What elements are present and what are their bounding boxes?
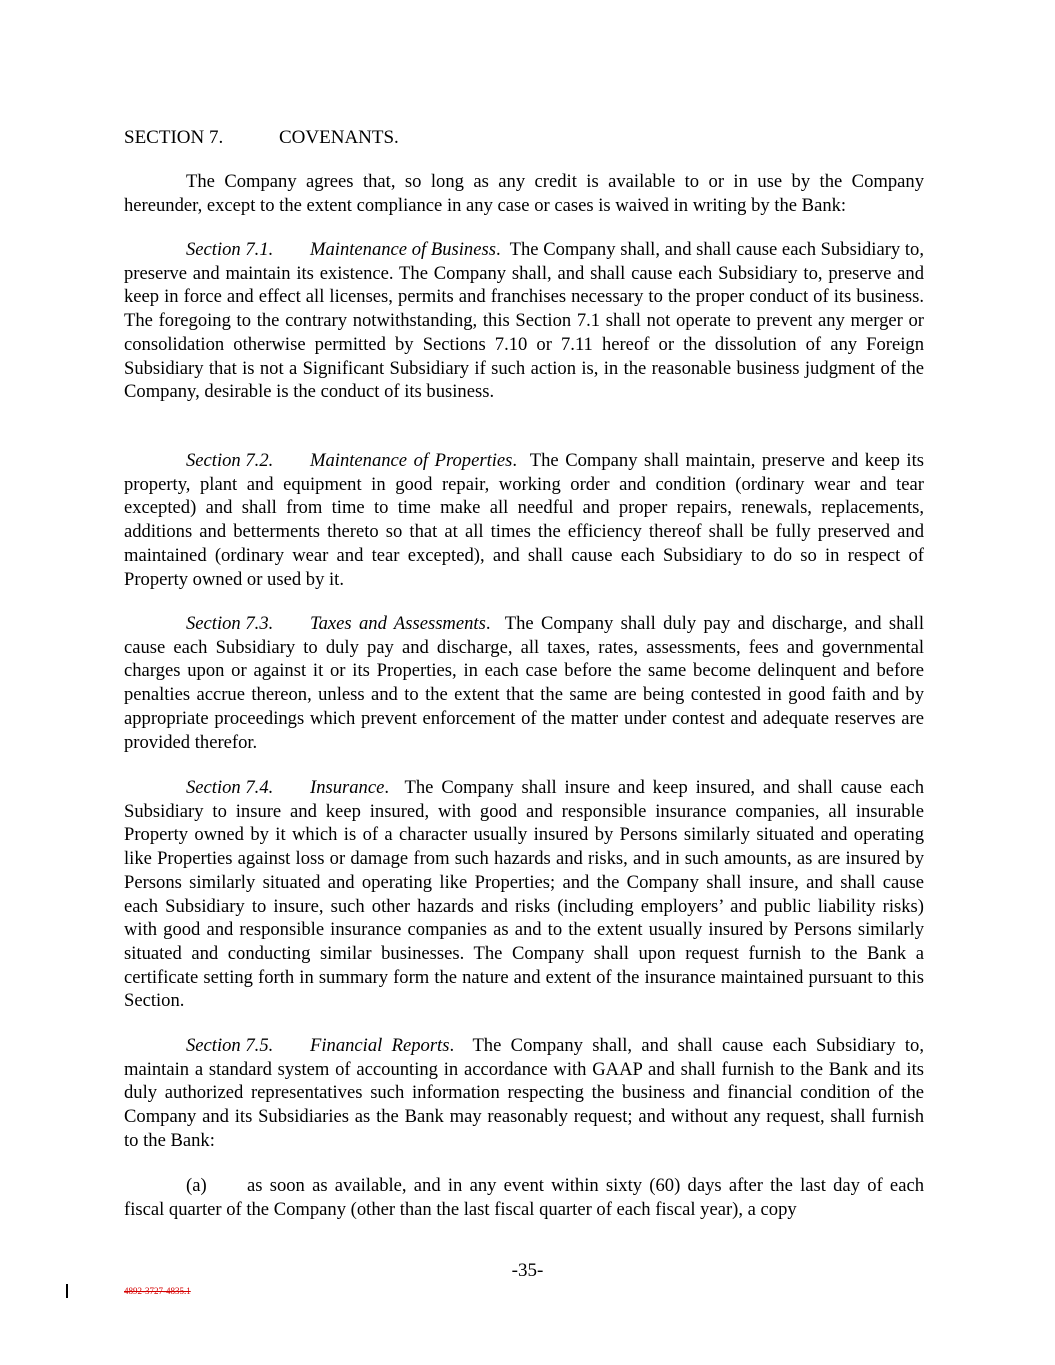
section-number: Section 7.2. [186, 450, 274, 471]
intro-paragraph: The Company agrees that, so long as any credit is available to or in use by the Company hereunder, except to the extent compliance in any case or cases is waived in writing by the Bank: [124, 171, 924, 216]
section-7-1: Section 7.1. Maintenance of Business. The Company shall, and shall cause each Subsidiary to, preserve and maintain its existence. The Company shall, and shall cause each Subsidiary to, preserve and keep in force and effect all licenses, permits and franchises necessary to the proper conduct of its business. The foregoing to the contrary notwithstanding, this Section 7.1 shall not operate to prevent any merger or consolidation otherwise permitted by Sections 7.10 or 7.11 hereof or the dissolution of any Foreign Subsidiary that is not a Significant Subsidiary if such action is, in the reasonable business judgment of the Company, desirable is the conduct of its business. [124, 239, 924, 403]
section-body: The Company shall, and shall cause each Subsidiary to, preserve and maintain its existence. The Company shall, and shall cause each Subsidiary to, preserve and keep in force and effect all licenses, permits and franchises necessary to the proper conduct of its business. The foregoing to the contrary notwithstanding, this Section 7.1 shall not operate to prevent any merger or consolidation otherwise permitted by Sections 7.10 or 7.11 hereof or the dissolution of any Foreign Subsidiary that is not a Significant Subsidiary if such action is, in the reasonable business judgment of the Company, desirable is the conduct of its business. [124, 239, 924, 403]
section-7-5: Section 7.5. Financial Reports. The Company shall, and shall cause each Subsidiary to, maintain a standard system of accounting in accordance with GAAP and shall furnish to the Bank and its duly authorized representatives such information respecting the business and financial condition of the Company and its Subsidiaries as the Bank may reasonably request; and without any request, shall furnish to the Bank: [124, 1035, 924, 1151]
page-number: -35- [511, 1260, 544, 1281]
section-body: The Company shall duly pay and discharge, and shall cause each Subsidiary to duly pay and discharge, all taxes, rates, assessments, fees and governmental charges upon or against it or its Properties, in each case before the same become delinquent and before penalties accrue thereon, unless and to the extent that the same are being contested in good faith and by appropriate proceedings which prevent enforcement of the matter under contest and adequate reserves are provided therefor. [124, 613, 924, 753]
section-number: Section 7.3. [186, 613, 274, 634]
list-item-a [124, 1174, 924, 1221]
section-title: Maintenance of Properties [310, 450, 513, 471]
list-item-text: as soon as available, and in any event within sixty (60) days after the last day of each fiscal quarter of the Company (other than the last fiscal quarter of each fiscal year), a copy [124, 1175, 924, 1220]
section-number: Section 7.1. [186, 239, 274, 260]
section-title: Financial Reports [310, 1035, 450, 1056]
section-title: Insurance [310, 777, 385, 798]
section-7-4: Section 7.4. Insurance. The Company shall insure and keep insured, and shall cause each Subsidiary to insure and keep insured, with good and responsible insurance companies, all insurable Property owned by it which is of a character usually insured by Persons similarly situated and operating like Properties against loss or damage from such hazards and risks, and in such amounts, as are insured by Persons similarly situated and operating like Properties; and the Company shall insure, and shall cause each Subsidiary to insure, such other hazards and risks (including employers’ and public liability risks) with good and responsible insurance companies as and to the extent usually insured by Persons similarly situated and conducting similar businesses. The Company shall upon request furnish to the Bank a certificate setting forth in summary form the nature and extent of the insurance maintained pursuant to this Section. [124, 777, 925, 1012]
section-heading [124, 126, 399, 150]
section-body: The Company shall maintain, preserve and keep its property, plant and equipment in good repair, working order and condition (ordinary wear and tear excepted) and shall from time to time make all needful and proper repairs, renewals, replacements, additions and betterments thereto so that at all times the efficiency thereof shall be fully preserved and maintained (ordinary wear and tear excepted), and shall cause each Subsidiary to do so in respect of Property owned or used by it. [124, 450, 924, 590]
list-item-label: (a) [186, 1175, 207, 1196]
section-heading-number: SECTION 7. [124, 127, 224, 148]
section-number: Section 7.4. [186, 777, 274, 798]
revision-change-bar [66, 1284, 68, 1298]
section-title: Taxes and Assessments [310, 613, 486, 634]
section-number: Section 7.5. [186, 1035, 274, 1056]
section-heading-title: COVENANTS. [279, 127, 399, 148]
section-7-2: Section 7.2. Maintenance of Properties. The Company shall maintain, preserve and keep its property, plant and equipment in good repair, working order and condition (ordinary wear and tear excepted) and shall from time to time make all needful and proper repairs, renewals, replacements, additions and betterments thereto so that at all times the efficiency thereof shall be fully preserved and maintained (ordinary wear and tear excepted), and shall cause each Subsidiary to do so in respect of Property owned or used by it. [124, 450, 924, 590]
document-id: 4892-3727-4835.1 [124, 1286, 191, 1296]
section-body: The Company shall insure and keep insured, and shall cause each Subsidiary to insure and keep insured, with good and responsible insurance companies, all insurable Property owned by it which is of a character usually insured by Persons similarly situated and operating like Properties against loss or damage from such hazards and risks, and in such amounts, as are insured by Persons similarly situated and operating like Properties; and the Company shall insure, and shall cause each Subsidiary to insure, such other hazards and risks (including employers’ and public liability risks) with good and responsible insurance companies as and to the extent usually insured by Persons similarly situated and conducting similar businesses. The Company shall upon request furnish to the Bank a certificate setting forth in summary form the nature and extent of the insurance maintained pursuant to this Section. [124, 777, 925, 1012]
section-7-3: Section 7.3. Taxes and Assessments. The Company shall duly pay and discharge, and shall cause each Subsidiary to duly pay and discharge, all taxes, rates, assessments, fees and governmental charges upon or against it or its Properties, in each case before the same become delinquent and before penalties accrue thereon, unless and to the extent that the same are being contested in good faith and by appropriate proceedings which prevent enforcement of the matter under contest and adequate reserves are provided therefor. [124, 613, 924, 753]
section-body: The Company shall, and shall cause each Subsidiary to, maintain a standard system of accounting in accordance with GAAP and shall furnish to the Bank and its duly authorized representatives such information respecting the business and financial condition of the Company and its Subsidiaries as the Bank may reasonably request; and without any request, shall furnish to the Bank: [124, 1035, 924, 1151]
section-title: Maintenance of Business [310, 239, 496, 260]
